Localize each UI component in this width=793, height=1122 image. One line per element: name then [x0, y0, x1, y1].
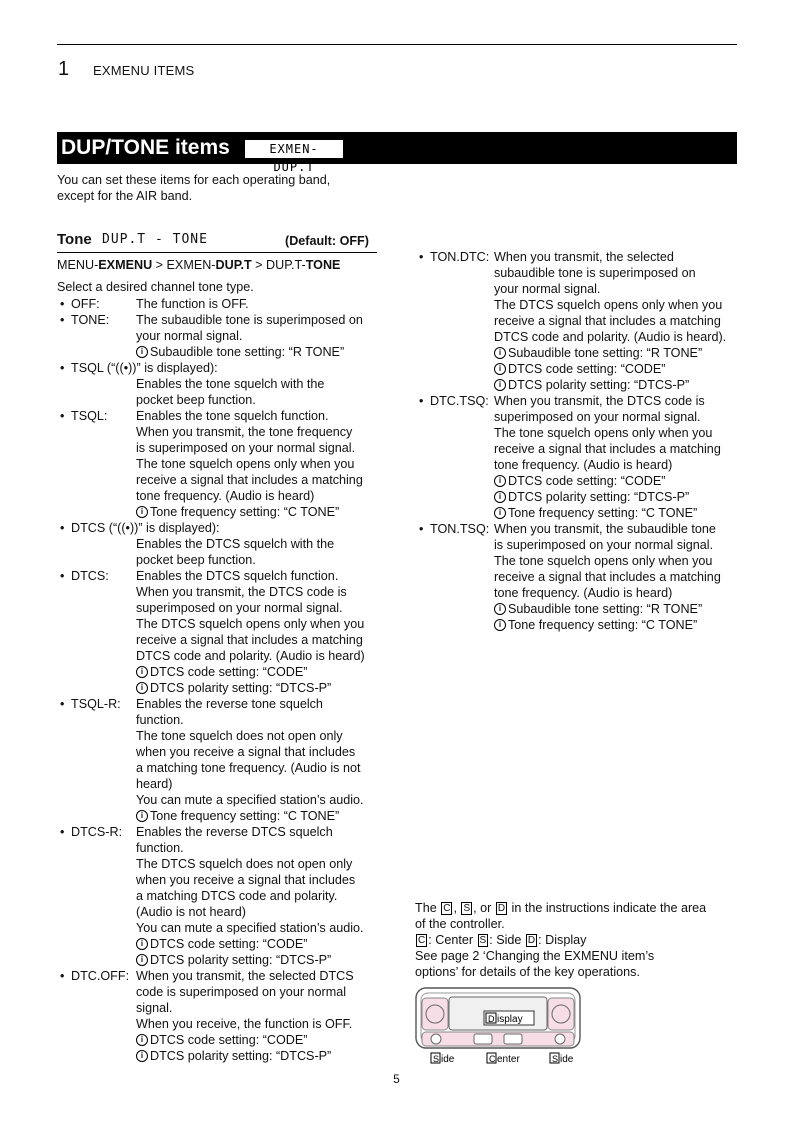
intro-line: except for the AIR band. [57, 189, 193, 203]
option-text: a matching DTCS code and polarity. [136, 889, 338, 903]
option-line [416, 553, 746, 569]
option-text: receive a signal that includes a matching [136, 633, 363, 647]
display-key-letter: D [488, 1014, 495, 1024]
option-text: your normal signal. [494, 282, 601, 296]
option-text: Enables the tone squelch function. [136, 409, 329, 423]
chapter-number: 1 [58, 58, 70, 80]
option-line [416, 329, 746, 345]
header-rule [57, 44, 737, 45]
center-key-icon [504, 1034, 522, 1044]
side-key-letter: S [433, 1054, 440, 1064]
intro-line: You can set these items for each operating band, [57, 173, 331, 187]
option-line [416, 569, 746, 585]
option-label: TONE: [71, 313, 110, 327]
info-icon: i [494, 347, 506, 359]
note-line: options’ for details of the key operations. [415, 965, 640, 979]
option-text: When you transmit, the DTCS code is [494, 394, 705, 408]
side-key-letter: S [552, 1054, 559, 1064]
option-line [57, 312, 387, 328]
note-line: See page 2 ‘Changing the EXMENU item’s [415, 949, 655, 963]
display-key-icon: D [497, 903, 506, 914]
info-icon: i [136, 1050, 148, 1062]
bullet-icon: • [60, 521, 65, 535]
info-setting-text: Tone frequency setting: “C TONE” [150, 809, 340, 823]
info-setting-text: DTCS polarity setting: “DTCS-P” [508, 490, 690, 504]
info-setting-text: DTCS polarity setting: “DTCS-P” [150, 953, 332, 967]
menu-path [57, 258, 340, 272]
option-text: code is superimposed on your normal [136, 985, 347, 999]
option-line [57, 456, 387, 472]
center-key-letter: C [489, 1054, 496, 1064]
info-setting-text: Tone frequency setting: “C TONE” [508, 506, 698, 520]
option-text: receive a signal that includes a matching [494, 570, 721, 584]
option-label: DTCS (“((•))” is displayed): [71, 521, 220, 535]
section-intro [57, 172, 387, 204]
option-label: TSQL: [71, 409, 108, 423]
option-line [57, 424, 387, 440]
option-text: Enables the reverse DTCS squelch [136, 825, 333, 839]
bullet-icon: • [60, 297, 65, 311]
option-text: The subaudible tone is superimposed on [136, 313, 363, 327]
option-text: tone frequency. (Audio is heard) [136, 489, 315, 503]
option-text: a matching tone frequency. (Audio is not [136, 761, 361, 775]
option-label: TSQL-R: [71, 697, 121, 711]
left-knob-icon [426, 1005, 444, 1023]
info-icon: i [494, 603, 506, 615]
option-line [57, 648, 387, 664]
option-line [416, 489, 746, 505]
note-text: , [453, 901, 461, 915]
info-setting-text: DTCS code setting: “CODE” [150, 1033, 308, 1047]
center-label: enter [497, 1054, 520, 1065]
option-line [57, 728, 387, 744]
option-line [57, 696, 387, 712]
chapter-title: EXMENU ITEMS [93, 63, 195, 78]
option-line [57, 632, 387, 648]
info-icon: i [136, 954, 148, 966]
option-label: OFF: [71, 297, 100, 311]
option-text: is superimposed on your normal signal. [136, 441, 356, 455]
side-label-right: ide [560, 1054, 574, 1065]
option-line [57, 568, 387, 584]
right-knob-icon [552, 1005, 570, 1023]
option-text: When you receive, the function is OFF. [136, 1017, 353, 1031]
option-text: tone frequency. (Audio is heard) [494, 586, 673, 600]
option-text: When you transmit, the subaudible tone [494, 522, 716, 536]
option-label: DTC.TSQ: [430, 394, 489, 408]
option-line [416, 361, 746, 377]
info-setting-text: DTCS code setting: “CODE” [150, 665, 308, 679]
option-line [416, 617, 746, 633]
info-icon: i [494, 491, 506, 503]
bullet-icon: • [60, 313, 65, 327]
option-line [57, 472, 387, 488]
note-text: , or [473, 901, 495, 915]
menu-path-part: > EXMEN- [152, 258, 216, 272]
side-label-left: ide [441, 1054, 455, 1065]
info-setting-text: DTCS code setting: “CODE” [150, 937, 308, 951]
option-line [57, 776, 387, 792]
option-line [57, 1048, 387, 1064]
info-setting-text: Tone frequency setting: “C TONE” [150, 505, 340, 519]
info-icon: i [136, 666, 148, 678]
info-setting-text: DTCS polarity setting: “DTCS-P” [150, 1049, 332, 1063]
option-text: The DTCS squelch opens only when you [494, 298, 723, 312]
option-text: when you receive a signal that includes [136, 873, 356, 887]
option-line [57, 536, 387, 552]
menu-path-part: EXMENU [98, 258, 153, 272]
bullet-icon: • [60, 361, 65, 375]
info-icon: i [494, 363, 506, 375]
option-text: DTCS code and polarity. (Audio is heard). [494, 330, 727, 344]
option-text: The tone squelch opens only when you [136, 457, 355, 471]
center-key-icon: C [418, 935, 426, 946]
info-icon: i [494, 475, 506, 487]
option-line [57, 680, 387, 696]
note-legend [415, 932, 745, 948]
option-text: is superimposed on your normal signal. [494, 538, 714, 552]
option-line [416, 249, 746, 265]
option-line [57, 328, 387, 344]
option-line [57, 984, 387, 1000]
option-line [57, 1000, 387, 1016]
info-setting-text: Subaudible tone setting: “R TONE” [508, 346, 703, 360]
note-text: The [415, 901, 441, 915]
left-option-list [57, 296, 387, 1064]
option-text: The tone squelch opens only when you [494, 426, 713, 440]
option-text: signal. [136, 1001, 173, 1015]
option-line [416, 473, 746, 489]
center-key-icon: C [443, 903, 451, 914]
menu-path-part: TONE [305, 258, 341, 272]
option-text: When you transmit, the selected DTCS [136, 969, 354, 983]
option-line [57, 552, 387, 568]
option-line [416, 537, 746, 553]
note-text: : Side [489, 933, 525, 947]
bullet-icon: • [60, 569, 65, 583]
note-line [415, 900, 745, 916]
option-line [57, 792, 387, 808]
center-key-row [422, 1032, 574, 1046]
option-label: TON.DTC: [430, 250, 490, 264]
option-line [416, 457, 746, 473]
option-line [416, 585, 746, 601]
option-line [57, 744, 387, 760]
option-line [57, 712, 387, 728]
option-line [57, 616, 387, 632]
display-label: isplay [497, 1014, 523, 1025]
option-line [416, 505, 746, 521]
info-icon: i [136, 506, 148, 518]
display-key-icon: D [527, 935, 536, 946]
option-line [57, 376, 387, 392]
option-text: receive a signal that includes a matching [494, 442, 721, 456]
option-line [57, 760, 387, 776]
option-text: The function is OFF. [136, 297, 249, 311]
info-icon: i [136, 810, 148, 822]
option-text: DTCS code and polarity. (Audio is heard) [136, 649, 365, 663]
tone-title: Tone [57, 231, 92, 248]
option-text: function. [136, 713, 184, 727]
option-label: DTCS: [71, 569, 109, 583]
info-icon: i [136, 1034, 148, 1046]
option-text: superimposed on your normal signal. [494, 410, 701, 424]
info-setting-text: Subaudible tone setting: “R TONE” [150, 345, 345, 359]
option-text: pocket beep function. [136, 393, 256, 407]
option-line [416, 377, 746, 393]
left-button-icon [431, 1034, 441, 1044]
note-text: : Center [428, 933, 477, 947]
option-label: DTC.OFF: [71, 969, 130, 983]
info-setting-text: DTCS polarity setting: “DTCS-P” [508, 378, 690, 392]
bullet-icon: • [60, 697, 65, 711]
option-line [416, 425, 746, 441]
menu-path-part: > DUP.T- [251, 258, 306, 272]
option-line [57, 1032, 387, 1048]
tone-lcd-label: DUP.T - TONE [102, 232, 208, 247]
option-line [57, 600, 387, 616]
option-text: The tone squelch does not open only [136, 729, 343, 743]
option-text: tone frequency. (Audio is heard) [494, 458, 673, 472]
option-line [57, 344, 387, 360]
info-setting-text: DTCS code setting: “CODE” [508, 362, 666, 376]
option-text: (Audio is not heard) [136, 905, 246, 919]
right-button-icon [555, 1034, 565, 1044]
option-line [416, 441, 746, 457]
note-text: : Display [538, 933, 587, 947]
option-text: Enables the DTCS squelch with the [136, 537, 335, 551]
option-text: The DTCS squelch opens only when you [136, 617, 365, 631]
section-title: DUP/TONE items [61, 136, 230, 159]
option-line [57, 888, 387, 904]
info-icon: i [136, 938, 148, 950]
option-line [57, 440, 387, 456]
bullet-icon: • [60, 825, 65, 839]
section-lcd-label: EXMEN- DUP.T [244, 139, 344, 159]
tone-intro: Select a desired channel tone type. [57, 280, 254, 294]
option-line [57, 936, 387, 952]
option-line [57, 808, 387, 824]
option-text: The tone squelch opens only when you [494, 554, 713, 568]
option-line [57, 488, 387, 504]
option-line [57, 360, 387, 376]
option-text: superimposed on your normal signal. [136, 601, 343, 615]
note-line: of the controller. [415, 917, 505, 931]
note-text: in the instructions indicate the area [508, 901, 707, 915]
option-line [416, 345, 746, 361]
option-line [57, 920, 387, 936]
controller-diagram [414, 985, 584, 1067]
bullet-icon: • [60, 969, 65, 983]
option-text: You can mute a specified station’s audio. [136, 793, 364, 807]
option-text: receive a signal that includes a matching [494, 314, 721, 328]
option-line [57, 392, 387, 408]
menu-path-part: DUP.T [215, 258, 252, 272]
option-text: pocket beep function. [136, 553, 256, 567]
bullet-icon: • [60, 409, 65, 423]
option-line [416, 265, 746, 281]
option-text: when you receive a signal that includes [136, 745, 356, 759]
menu-path-part: MENU- [57, 258, 99, 272]
option-line [57, 584, 387, 600]
option-text: When you transmit, the tone frequency [136, 425, 353, 439]
option-line [57, 520, 387, 536]
option-line [57, 1016, 387, 1032]
side-key-icon: S [479, 935, 487, 946]
side-key-icon: S [463, 903, 471, 914]
option-text: When you transmit, the selected [494, 250, 674, 264]
option-line [57, 824, 387, 840]
page-number: 5 [393, 1072, 400, 1086]
option-text: Enables the DTCS squelch function. [136, 569, 339, 583]
info-icon: i [494, 507, 506, 519]
center-key-icon [474, 1034, 492, 1044]
option-text: receive a signal that includes a matching [136, 473, 363, 487]
option-line [57, 856, 387, 872]
info-icon: i [494, 619, 506, 631]
option-line [416, 521, 746, 537]
option-line [57, 968, 387, 984]
option-line [416, 393, 746, 409]
option-text: function. [136, 841, 184, 855]
option-label: TSQL (“((•))” is displayed): [71, 361, 218, 375]
option-text: subaudible tone is superimposed on [494, 266, 696, 280]
info-icon: i [136, 346, 148, 358]
option-line [416, 409, 746, 425]
bullet-icon: • [419, 522, 424, 536]
option-text: Enables the tone squelch with the [136, 377, 325, 391]
option-line [57, 952, 387, 968]
option-line [416, 313, 746, 329]
option-text: Enables the reverse tone squelch [136, 697, 323, 711]
right-option-list [416, 249, 746, 633]
option-text: your normal signal. [136, 329, 243, 343]
option-line [57, 664, 387, 680]
info-icon: i [136, 682, 148, 694]
controller-note [415, 900, 745, 980]
option-label: TON.TSQ: [430, 522, 490, 536]
option-line [57, 872, 387, 888]
option-line [57, 504, 387, 520]
option-text: When you transmit, the DTCS code is [136, 585, 347, 599]
option-text: The DTCS squelch does not open only [136, 857, 353, 871]
option-line [57, 408, 387, 424]
option-line [57, 296, 387, 312]
info-setting-text: DTCS code setting: “CODE” [508, 474, 666, 488]
info-icon: i [494, 379, 506, 391]
option-line [416, 601, 746, 617]
info-setting-text: Tone frequency setting: “C TONE” [508, 618, 698, 632]
info-setting-text: Subaudible tone setting: “R TONE” [508, 602, 703, 616]
option-line [57, 904, 387, 920]
info-setting-text: DTCS polarity setting: “DTCS-P” [150, 681, 332, 695]
option-line [416, 297, 746, 313]
option-text: heard) [136, 777, 173, 791]
bullet-icon: • [419, 394, 424, 408]
tone-default: (Default: OFF) [285, 234, 369, 248]
option-line [57, 840, 387, 856]
option-label: DTCS-R: [71, 825, 123, 839]
bullet-icon: • [419, 250, 424, 264]
option-line [416, 281, 746, 297]
option-text: You can mute a specified station’s audio. [136, 921, 364, 935]
